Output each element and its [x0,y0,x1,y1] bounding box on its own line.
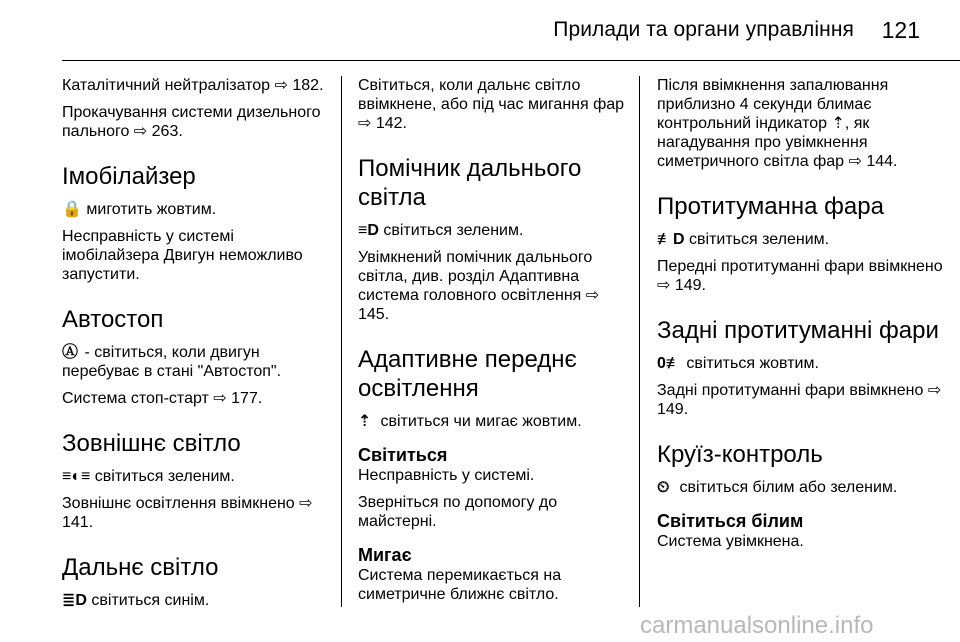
cruise-control-icon: ⏲ [657,479,670,496]
page-number: 121 [881,17,920,43]
high-beam-text: Світиться, коли дальнє світло ввімкнене, або під час мигання фар ⇨ 142. [358,77,625,132]
column-1 [62,76,332,618]
cruise-control-line [657,478,949,497]
immobilizer-status: миготить жовтим. [86,201,217,218]
page-title: Прилади та органи управління [553,18,854,41]
column-divider-1 [341,76,342,607]
afl-lit-text: Несправність у системі. [358,467,535,484]
autostop-icon: Ⓐ [62,344,79,361]
high-beam-assist-heading: Помічник дальнього світла [358,155,582,211]
high-beam-assist-status: світиться зеленим. [383,222,524,239]
exterior-light-line [62,467,332,486]
column-3 [657,76,949,559]
diesel-ref: Прокачування системи дизельного пального ⇨ 263. [62,104,321,140]
afl-status: світиться чи мигає жовтим. [380,413,582,430]
header-rule [62,60,960,61]
fog-light-line [657,230,949,249]
exterior-light-status: світиться зеленим. [94,468,235,485]
page-header [0,0,960,62]
afl-lit-text-2: Зверніться по допомогу до майстерні. [358,494,558,530]
fog-light-status: світиться зеленим. [689,231,830,248]
high-beam-assist-icon: ≡D [358,222,379,239]
autostop-status: - світиться, коли двигун перебуває в стані "Автостоп". [62,344,282,380]
immobilizer-line [62,200,332,219]
afl-lit-heading: Світиться [358,445,448,465]
high-beam-assist-text: Увімкнений помічник дальнього світла, див. розділ Адаптивна система головного освітлення ⇨ 145. [358,249,600,323]
immobilizer-text: Несправність у системі імобілайзера Двигун неможливо запустити. [62,228,303,283]
afl-line [358,412,628,431]
autostop-line [62,343,332,381]
afl-reminder-text: Після ввімкнення запалювання приблизно 4 секунди блимає контрольний індикатор ⇡, як нагадування про увімкнення симетричного світла фар ⇨ 144. [657,77,898,170]
rear-fog-text: Задні протитуманні фари ввімкнено ⇨ 149. [657,382,942,418]
rear-fog-line [657,354,949,373]
cruise-white-text: Система увімкнена. [657,533,804,550]
cruise-control-heading: Круїз-контроль [657,441,823,468]
high-beam-icon: ≣D [62,592,87,609]
afl-flash-text: Система перемикається на симетричне ближнє світло. [358,567,562,603]
immobilizer-icon: 🔒 [62,201,82,218]
rear-fog-icon: 0≢ [657,355,682,372]
high-beam-line [62,591,332,610]
exterior-light-text: Зовнішнє освітлення ввімкнено ⇨ 141. [62,495,313,531]
cruise-control-status: світиться білим або зеленим. [679,479,898,496]
high-beam-status: світиться синім. [91,592,210,609]
exterior-light-icon: ≡◐≡ [62,468,91,485]
afl-heading: Адаптивне переднє освітлення [358,346,577,402]
fog-light-icon: ≢D [657,231,685,248]
column-2 [358,76,628,612]
exterior-light-heading: Зовнішнє світло [62,430,241,457]
cruise-white-heading: Світиться білим [657,511,804,531]
high-beam-assist-line [358,221,628,240]
catalyst-ref: Каталітичний нейтралізатор ⇨ 182. [62,77,324,94]
fog-light-heading: Протитуманна фара [657,193,884,220]
afl-icon: ⇡ [358,413,372,430]
watermark: carmanualsonline.info [640,612,874,639]
fog-light-text: Передні протитуманні фари ввімкнено ⇨ 149. [657,258,943,294]
rear-fog-heading: Задні протитуманні фари [657,317,939,344]
autostop-text: Система стоп-старт ⇨ 177. [62,390,263,407]
column-divider-2 [639,76,640,607]
autostop-heading: Автостоп [62,306,164,333]
afl-flash-heading: Мигає [358,545,412,565]
immobilizer-heading: Імобілайзер [62,163,196,190]
high-beam-heading: Дальнє світло [62,554,219,581]
rear-fog-status: світиться жовтим. [686,355,819,372]
